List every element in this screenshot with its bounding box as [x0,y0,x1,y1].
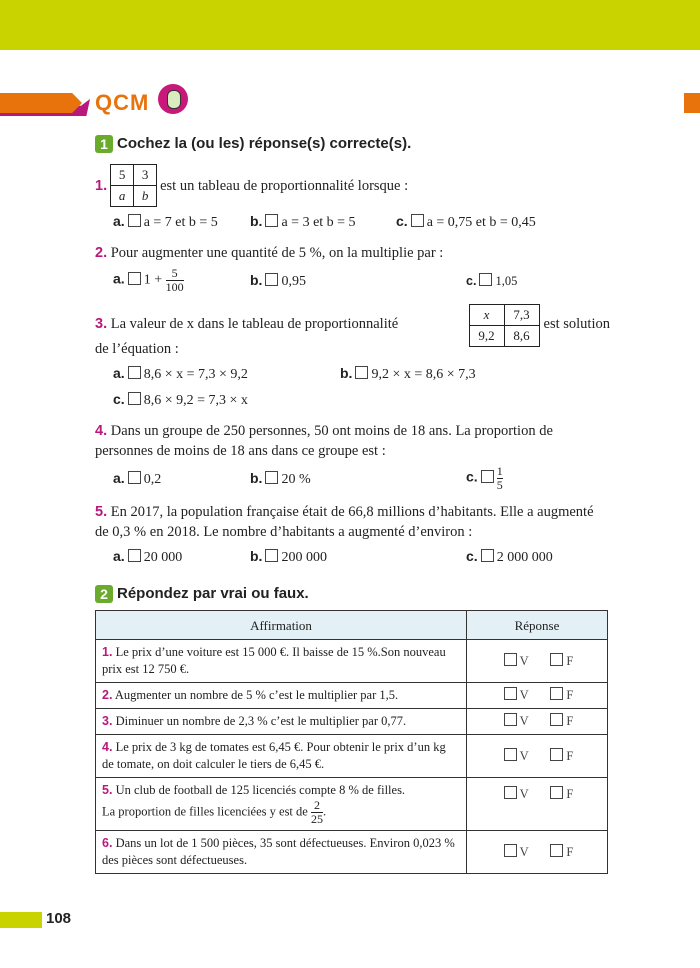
checkbox[interactable] [128,214,141,227]
cell: b [141,188,149,203]
column-header: Affirmation [96,611,467,640]
true-checkbox[interactable] [504,653,517,666]
true-checkbox[interactable] [504,844,517,857]
proportion-table [110,164,157,207]
question-text: En 2017, la population française était de 66,8 millions d’habitants. Elle a augmenté de 0,3 % en 2018. Le nombre d’habitants a augmenté d’environ : [95,504,594,540]
true-checkbox[interactable] [504,786,517,799]
table-row: 2. Augmenter un nombre de 5 % c’est le multiplier par 1,5. V F [96,683,608,709]
option-b[interactable]: b. 9,2 × x = 8,6 × 7,3 [340,365,476,382]
option-c[interactable]: c. a = 0,75 et b = 0,45 [396,213,536,230]
proportion-table [469,304,540,347]
cell: a [118,188,126,203]
content-column [95,134,610,874]
question-text: Dans un groupe de 250 personnes, 50 ont moins de 18 ans. La proportion de personnes de moins de 18 ans dans ce groupe est : [95,423,553,459]
column-header: Réponse [467,611,608,640]
true-false-table [95,610,608,874]
question-2 [95,243,610,294]
section-title: QCM [95,90,150,115]
table-row: 4. Le prix de 3 kg de tomates est 6,45 €. Pour obtenir le prix d’un kg de tomate, on doit calculer le tiers de 6,45 €. V F [96,735,608,778]
option-c[interactable]: c. 8,6 × 9,2 = 7,3 × x [113,391,248,408]
question-3 [95,304,610,411]
table-row: 6. Dans un lot de 1 500 pièces, 35 sont défectueuses. Environ 0,023 % des pièces sont défectueuses. V F [96,831,608,874]
true-checkbox[interactable] [504,748,517,761]
question-number: 5. [95,504,108,520]
checkbox[interactable] [355,366,368,379]
table-row: 5. Un club de football de 125 licenciés compte 8 % de filles. La proportion de filles licenciées y est de $\frac{2}{25}$ . V F [96,778,608,831]
option-c[interactable]: c. 1,05 [466,273,518,288]
exercise-instruction: Répondez par vrai ou faux. [117,585,309,602]
checkbox[interactable] [128,549,141,562]
question-text: de l’équation : [95,341,179,357]
cell: 7,3 [504,305,539,326]
option-a[interactable]: a. 8,6 × x = 7,3 × 9,2 [113,365,248,382]
checkbox[interactable] [481,549,494,562]
table-row: 1. Le prix d’une voiture est 15 000 €. Il baisse de 15 %.Son nouveau prix est 12 750 €. V F [96,640,608,683]
table-row: 3. Diminuer un nombre de 2,3 % c’est le multiplier par 0,77. V F [96,709,608,735]
exercise-badge: 2 [95,585,113,603]
checkbox[interactable] [265,549,278,562]
option-b[interactable]: b. 0,95 [250,271,306,289]
exercise-2-title [95,584,610,604]
exercise-badge: 1 [95,135,113,153]
option-a[interactable]: a. 20 000 [113,548,183,565]
question-text: Pour augmenter une quantité de 5 %, on la multiplie par : [110,245,444,261]
checkbox[interactable] [411,214,424,227]
right-banner [684,93,700,113]
checkbox[interactable] [265,471,278,484]
checkbox[interactable] [481,470,494,483]
false-checkbox[interactable] [550,653,563,666]
question-number: 3. [95,316,108,332]
option-a[interactable]: a. a = 7 et b = 5 [113,213,218,230]
cell: 8,6 [504,326,539,347]
mouse-icon [158,84,188,114]
question-5 [95,502,610,568]
top-band [0,0,700,50]
cell: 3 [134,165,157,186]
option-b[interactable]: b. a = 3 et b = 5 [250,213,356,230]
question-text: est solution [543,316,610,332]
checkbox[interactable] [265,214,278,227]
false-checkbox[interactable] [550,687,563,700]
cell: 5 [111,165,134,186]
checkbox[interactable] [128,272,141,285]
false-checkbox[interactable] [550,844,563,857]
exercise-instruction: Cochez la (ou les) réponse(s) correcte(s). [117,135,412,152]
option-c[interactable]: c. 2 000 000 [466,548,553,565]
option-c[interactable]: c. $\frac{1}{5}$ [466,464,503,492]
option-b[interactable]: b. 20 % [250,469,311,487]
cell: 9,2 [469,326,504,347]
checkbox[interactable] [128,471,141,484]
checkbox[interactable] [128,392,141,405]
question-text: est un tableau de proportionnalité lorsque : [160,177,409,194]
question-text: La valeur de x dans le tableau de proportionnalité [110,316,399,332]
question-4 [95,421,610,492]
question-number: 2. [95,245,108,261]
checkbox[interactable] [479,273,492,286]
true-checkbox[interactable] [504,687,517,700]
question-1 [95,164,610,233]
option-a[interactable]: a. 1 + $\frac{5}{100}$ [113,266,184,294]
section-banner [0,93,82,113]
false-checkbox[interactable] [550,713,563,726]
option-b[interactable]: b. 200 000 [250,548,327,565]
cell: x [483,307,490,322]
checkbox[interactable] [265,273,278,286]
exercise-1-title [95,134,610,154]
option-a[interactable]: a. 0,2 [113,469,162,487]
page-number: 108 [46,910,72,927]
true-checkbox[interactable] [504,713,517,726]
false-checkbox[interactable] [550,748,563,761]
question-number: 4. [95,423,108,439]
footer-band [0,912,42,928]
checkbox[interactable] [128,366,141,379]
question-number: 1. [95,177,108,194]
false-checkbox[interactable] [550,786,563,799]
